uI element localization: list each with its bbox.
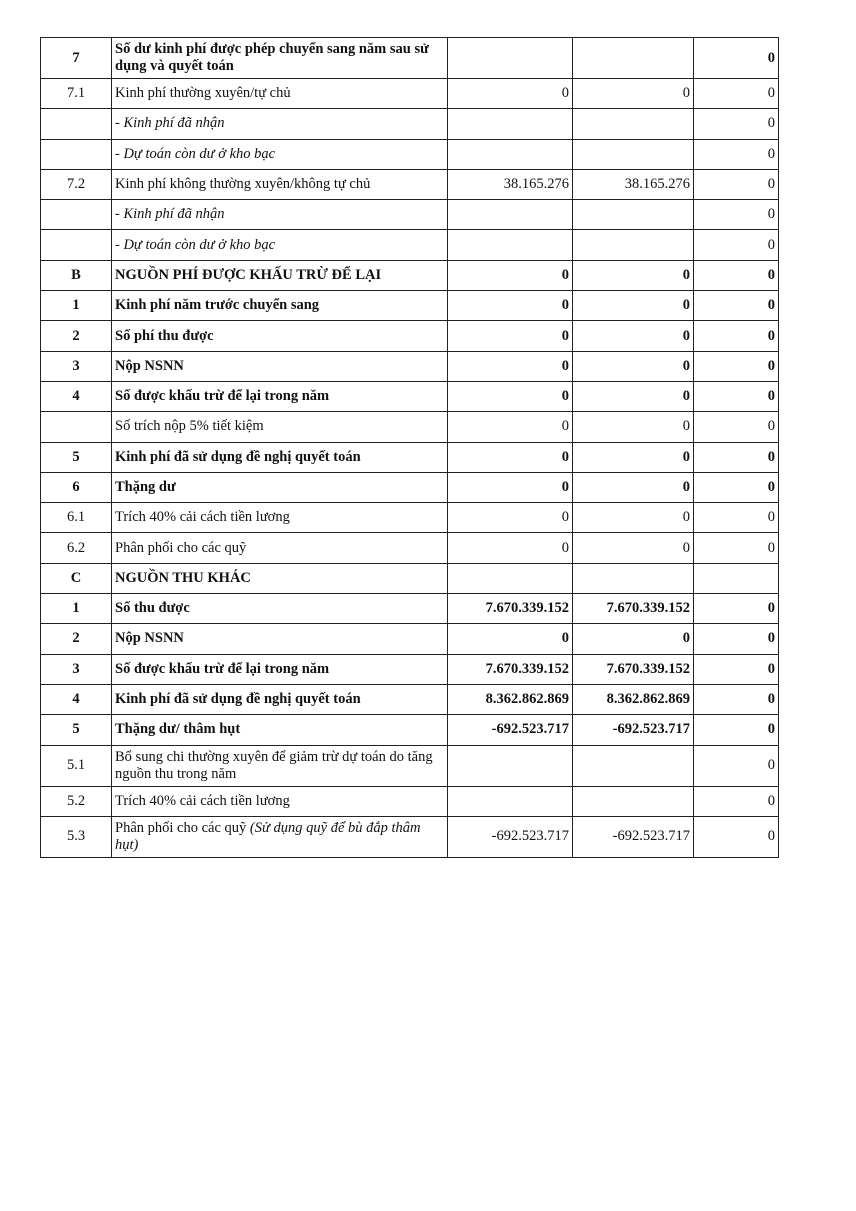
- value-col-1: [448, 200, 573, 230]
- row-label: Số dư kinh phí được phép chuyển sang năm sau sử dụng và quyết toán: [112, 38, 448, 79]
- value-col-1: 0: [448, 472, 573, 502]
- table-row: [41, 715, 779, 745]
- value-col-2: [573, 38, 694, 79]
- row-index: 7: [41, 38, 112, 79]
- row-label: NGUỒN PHÍ ĐƯỢC KHẤU TRỪ ĐỂ LẠI: [112, 260, 448, 290]
- value-col-1: 7.670.339.152: [448, 594, 573, 624]
- row-index: 5: [41, 715, 112, 745]
- row-index: [41, 109, 112, 139]
- row-index: [41, 412, 112, 442]
- value-col-2: 0: [573, 624, 694, 654]
- value-col-3: 0: [694, 472, 779, 502]
- value-col-1: 0: [448, 79, 573, 109]
- value-col-2: [573, 786, 694, 816]
- value-col-1: [448, 109, 573, 139]
- value-col-2: 0: [573, 260, 694, 290]
- table-row: [41, 472, 779, 502]
- value-col-2: [573, 109, 694, 139]
- row-index: 4: [41, 381, 112, 411]
- table-row: [41, 381, 779, 411]
- row-index: C: [41, 563, 112, 593]
- row-index: 5.2: [41, 786, 112, 816]
- value-col-1: 0: [448, 291, 573, 321]
- value-col-3: 0: [694, 38, 779, 79]
- row-index: 2: [41, 624, 112, 654]
- value-col-2: -692.523.717: [573, 715, 694, 745]
- table-row: [41, 533, 779, 563]
- row-label: Phân phối cho các quỹ (Sử dụng quỹ để bù đắp thâm hụt): [112, 816, 448, 857]
- table-row: [41, 654, 779, 684]
- value-col-3: 0: [694, 291, 779, 321]
- value-col-1: 0: [448, 260, 573, 290]
- table-row: [41, 38, 779, 79]
- row-index: 6: [41, 472, 112, 502]
- value-col-3: 0: [694, 715, 779, 745]
- value-col-1: 7.670.339.152: [448, 654, 573, 684]
- value-col-1: 0: [448, 533, 573, 563]
- value-col-2: 8.362.862.869: [573, 684, 694, 714]
- row-label: Phân phối cho các quỹ: [112, 533, 448, 563]
- row-label: Số được khấu trừ để lại trong năm: [112, 381, 448, 411]
- value-col-1: 0: [448, 624, 573, 654]
- table-row: [41, 412, 779, 442]
- table-row: [41, 684, 779, 714]
- row-index: [41, 139, 112, 169]
- value-col-2: 7.670.339.152: [573, 594, 694, 624]
- value-col-3: 0: [694, 624, 779, 654]
- row-label: Nộp NSNN: [112, 624, 448, 654]
- value-col-2: 0: [573, 381, 694, 411]
- row-index: 1: [41, 594, 112, 624]
- row-label: Bổ sung chi thường xuyên để giảm trừ dự toán do tăng nguồn thu trong năm: [112, 745, 448, 786]
- value-col-1: [448, 230, 573, 260]
- row-label-note: (Sử dụng quỹ để bù đắp thâm hụt): [115, 819, 421, 853]
- row-index: [41, 230, 112, 260]
- row-index: 6.1: [41, 503, 112, 533]
- value-col-1: 38.165.276: [448, 169, 573, 199]
- table-row: [41, 563, 779, 593]
- value-col-3: [694, 563, 779, 593]
- value-col-2: 0: [573, 533, 694, 563]
- row-index: [41, 200, 112, 230]
- value-col-1: [448, 38, 573, 79]
- table-row: [41, 594, 779, 624]
- row-label: - Kinh phí đã nhận: [112, 109, 448, 139]
- value-col-3: 0: [694, 503, 779, 533]
- row-label: Kinh phí năm trước chuyển sang: [112, 291, 448, 321]
- value-col-2: [573, 563, 694, 593]
- table-row: [41, 79, 779, 109]
- value-col-1: 0: [448, 503, 573, 533]
- row-index: 5.3: [41, 816, 112, 857]
- row-label: Thặng dư/ thâm hụt: [112, 715, 448, 745]
- value-col-2: 0: [573, 412, 694, 442]
- row-label: - Dự toán còn dư ở kho bạc: [112, 139, 448, 169]
- row-label: Số phí thu được: [112, 321, 448, 351]
- row-label: Số trích nộp 5% tiết kiệm: [112, 412, 448, 442]
- row-label: Số được khấu trừ để lại trong năm: [112, 654, 448, 684]
- value-col-3: 0: [694, 533, 779, 563]
- value-col-2: 0: [573, 351, 694, 381]
- table-row: [41, 139, 779, 169]
- row-index: 2: [41, 321, 112, 351]
- value-col-3: 0: [694, 351, 779, 381]
- value-col-3: 0: [694, 260, 779, 290]
- row-label: Trích 40% cải cách tiền lương: [112, 786, 448, 816]
- row-label: Kinh phí không thường xuyên/không tự chủ: [112, 169, 448, 199]
- value-col-3: 0: [694, 79, 779, 109]
- value-col-3: 0: [694, 684, 779, 714]
- row-label: Nộp NSNN: [112, 351, 448, 381]
- value-col-1: 0: [448, 412, 573, 442]
- value-col-2: 0: [573, 321, 694, 351]
- table-row: [41, 442, 779, 472]
- value-col-2: -692.523.717: [573, 816, 694, 857]
- value-col-2: 7.670.339.152: [573, 654, 694, 684]
- value-col-1: 0: [448, 321, 573, 351]
- value-col-1: [448, 139, 573, 169]
- value-col-1: -692.523.717: [448, 715, 573, 745]
- value-col-3: 0: [694, 230, 779, 260]
- table-row: [41, 260, 779, 290]
- value-col-1: 8.362.862.869: [448, 684, 573, 714]
- table-row: [41, 745, 779, 786]
- value-col-1: 0: [448, 381, 573, 411]
- value-col-3: 0: [694, 381, 779, 411]
- value-col-1: 0: [448, 351, 573, 381]
- row-index: 3: [41, 654, 112, 684]
- row-index: 3: [41, 351, 112, 381]
- row-index: B: [41, 260, 112, 290]
- value-col-1: 0: [448, 442, 573, 472]
- value-col-3: 0: [694, 442, 779, 472]
- row-label: - Dự toán còn dư ở kho bạc: [112, 230, 448, 260]
- table-row: [41, 351, 779, 381]
- value-col-2: [573, 139, 694, 169]
- value-col-2: [573, 230, 694, 260]
- row-label: Trích 40% cải cách tiền lương: [112, 503, 448, 533]
- value-col-2: 0: [573, 472, 694, 502]
- row-label: Thặng dư: [112, 472, 448, 502]
- table-row: [41, 786, 779, 816]
- table-row: [41, 503, 779, 533]
- table-row: [41, 230, 779, 260]
- row-index: 1: [41, 291, 112, 321]
- row-index: 5.1: [41, 745, 112, 786]
- settlement-table: [40, 37, 779, 858]
- value-col-1: [448, 786, 573, 816]
- value-col-3: 0: [694, 654, 779, 684]
- value-col-1: [448, 745, 573, 786]
- value-col-3: 0: [694, 139, 779, 169]
- row-index: 4: [41, 684, 112, 714]
- row-label: NGUỒN THU KHÁC: [112, 563, 448, 593]
- value-col-2: 0: [573, 503, 694, 533]
- table-row: [41, 200, 779, 230]
- value-col-2: [573, 745, 694, 786]
- table-row: [41, 624, 779, 654]
- row-label: Số thu được: [112, 594, 448, 624]
- value-col-1: -692.523.717: [448, 816, 573, 857]
- value-col-3: 0: [694, 321, 779, 351]
- row-label: Kinh phí đã sử dụng đề nghị quyết toán: [112, 684, 448, 714]
- row-label: Kinh phí đã sử dụng đề nghị quyết toán: [112, 442, 448, 472]
- row-index: 6.2: [41, 533, 112, 563]
- row-label: Kinh phí thường xuyên/tự chủ: [112, 79, 448, 109]
- value-col-3: 0: [694, 816, 779, 857]
- value-col-2: 38.165.276: [573, 169, 694, 199]
- row-index: 5: [41, 442, 112, 472]
- value-col-3: 0: [694, 786, 779, 816]
- value-col-3: 0: [694, 109, 779, 139]
- row-index: 7.1: [41, 79, 112, 109]
- table-row: [41, 109, 779, 139]
- table-row: [41, 816, 779, 857]
- value-col-3: 0: [694, 200, 779, 230]
- table-row: [41, 169, 779, 199]
- table-row: [41, 291, 779, 321]
- value-col-2: [573, 200, 694, 230]
- table-row: [41, 321, 779, 351]
- value-col-3: 0: [694, 412, 779, 442]
- value-col-2: 0: [573, 79, 694, 109]
- value-col-1: [448, 563, 573, 593]
- value-col-2: 0: [573, 291, 694, 321]
- value-col-3: 0: [694, 745, 779, 786]
- value-col-3: 0: [694, 594, 779, 624]
- row-label: - Kinh phí đã nhận: [112, 200, 448, 230]
- value-col-2: 0: [573, 442, 694, 472]
- table-body: [41, 38, 779, 858]
- row-index: 7.2: [41, 169, 112, 199]
- value-col-3: 0: [694, 169, 779, 199]
